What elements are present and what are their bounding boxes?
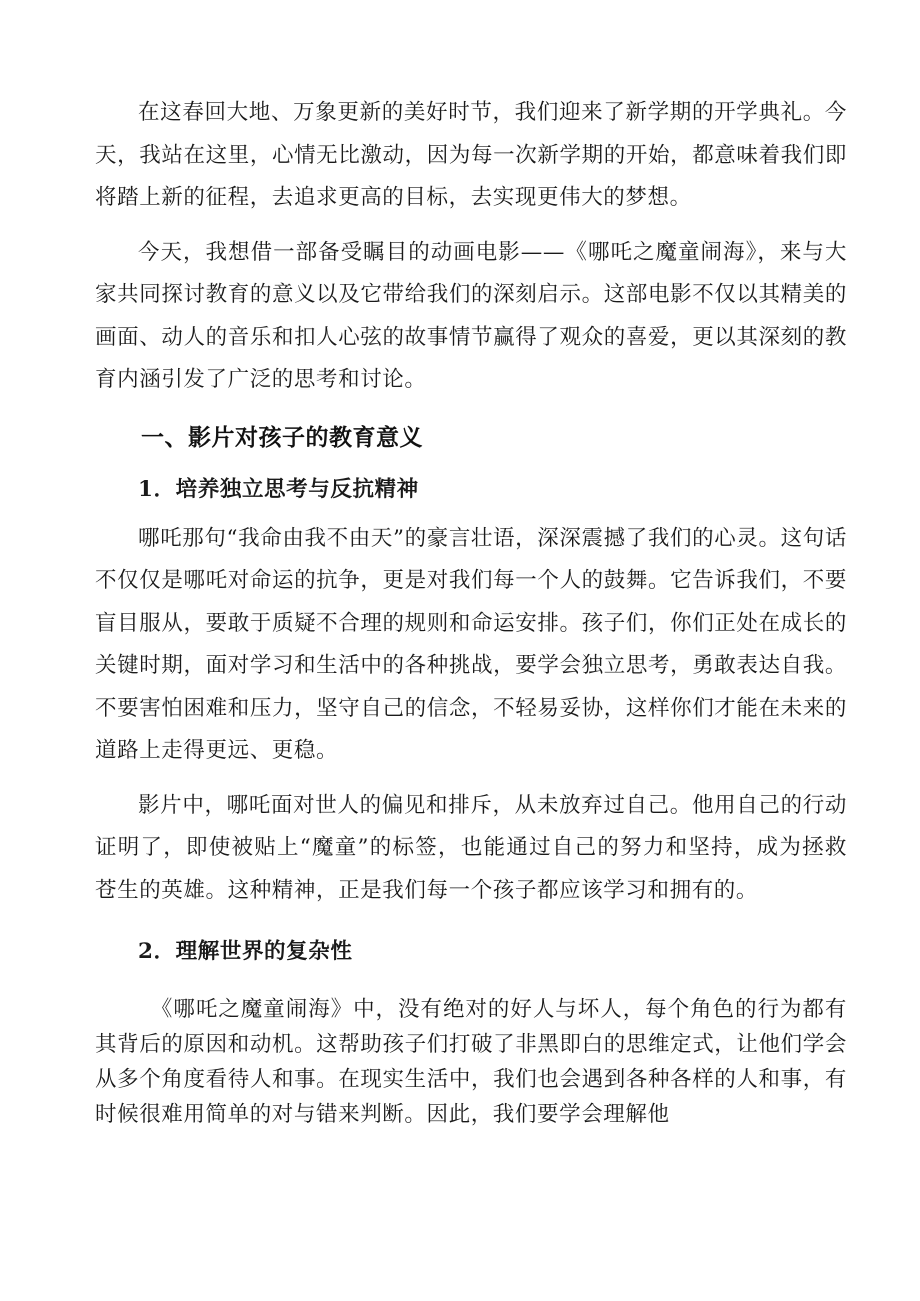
section-heading: 一、影片对孩子的教育意义 (141, 424, 423, 451)
intro-paragraph-1: 在这春回大地、万象更新的美好时节，我们迎来了新学期的开学典礼。今天，我站在这里，心情无比激动，因为每一次新学期的开始，都意味着我们即将踏上新的征程，去追求更高的目标，去实现更伟大的梦想。 (95, 100, 847, 210)
subsection-title-1: 1．培养独立思考与反抗精神 (138, 476, 419, 502)
intro-paragraph-2: 今天，我想借一部备受瞩目的动画电影——《哪吒之魔童闹海》，来与大家共同探讨教育的意义以及它带给我们的深刻启示。这部电影不仅以其精美的画面、动人的音乐和扣人心弦的故事情节赢得了观众的喜爱，更以其深刻的教育内涵引发了广泛的思考和讨论。 (95, 239, 847, 392)
subsection-1-paragraph-1: 哪吒那句“我命由我不由天”的豪言壮语，深深震撼了我们的心灵。这句话不仅仅是哪吒对命运的抗争，更是对我们每一个人的鼓舞。它告诉我们，不要盲目服从，要敢于质疑不合理的规则和命运安排。孩子们，你们正处在成长的关键时期，面对学习和生活中的各种挑战，要学会独立思考，勇敢表达自我。不要害怕困难和压力，坚守自己的信念，不轻易妥协，这样你们才能在未来的道路上走得更远、更稳。 (95, 525, 847, 763)
subsection-2-paragraph-1: 《哪吒之魔童闹海》中，没有绝对的好人与坏人，每个角色的行为都有其背后的原因和动机。这帮助孩子们打破了非黑即白的思维定式，让他们学会从多个角度看待人和事。在现实生活中，我们也会遇到各种各样的人和事，有时候很难用简单的对与错来判断。因此，我们要学会理解他 (95, 997, 847, 1127)
subsection-title-2: 2．理解世界的复杂性 (138, 939, 353, 964)
document-page (95, 92, 847, 1132)
subsection-1-paragraph-2: 影片中，哪吒面对世人的偏见和排斥，从未放弃过自己。他用自己的行动证明了，即使被贴上“魔童”的标签，也能通过自己的努力和坚持，成为拯救苍生的英雄。这种精神，正是我们每一个孩子都应该学习和拥有的。 (95, 792, 847, 903)
